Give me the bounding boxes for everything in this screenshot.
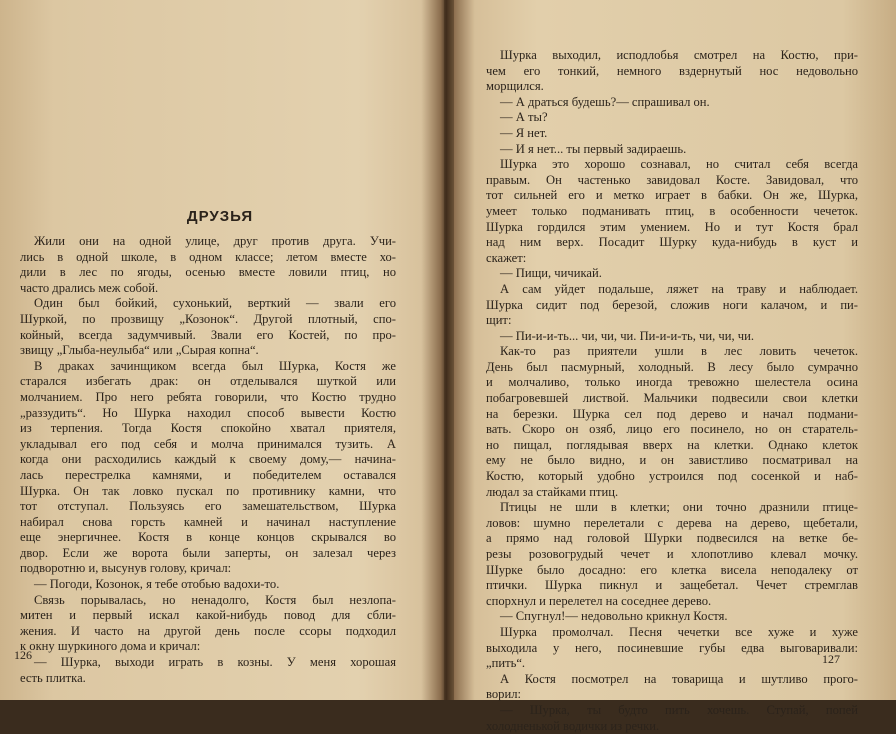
text-line: звищу „Глыба-неулыба“ или „Сырая копна“. bbox=[20, 343, 259, 358]
text-line: скажет: bbox=[486, 250, 527, 265]
text-line: — Шурка, выходи играть в козны. У меня хорошая bbox=[34, 655, 396, 670]
text-line: холодненькой водички из речки. bbox=[486, 718, 660, 733]
text-line: ему не было видно, и он завистливо посматривал на bbox=[486, 453, 858, 468]
text-line: есть плитка. bbox=[20, 670, 86, 685]
text-line: но пищал, поглядывая вверх на клетки. Однако клеток bbox=[486, 437, 858, 452]
text-line: митен и первый искал какой-нибудь повод для сбли- bbox=[20, 608, 396, 623]
text-line: птички. Шурка пикнул и защебетал. Чечет стремглав bbox=[486, 578, 858, 593]
text-line: День был пасмурный, холодный. В лесу было сумрачно bbox=[486, 359, 858, 374]
text-line: лась перестрелка камнями, и победителем оставался bbox=[20, 467, 396, 482]
text-line: Птицы не шли в клетки; они точно дразнили птице- bbox=[500, 500, 858, 515]
text-line: двор. Если же ворота были заперты, он залезал через bbox=[20, 545, 396, 560]
text-line: „раззудить“. Но Шурка находил способ вывести Костю bbox=[20, 405, 396, 420]
text-line: когда они расходились каждый к своему дому,— начина- bbox=[20, 452, 396, 467]
text-line: старался избегать драк: он отделывался шуткой или bbox=[20, 374, 396, 389]
text-line: А сам уйдет подальше, ляжет на траву и наблюдает. bbox=[500, 281, 858, 296]
text-line: морщился. bbox=[486, 79, 544, 94]
text-line: — Шурка, ты будто пить хочешь. Ступай, попей bbox=[500, 702, 858, 717]
text-line: Шурка сидит под березой, сложив ноги калачом, и пи- bbox=[486, 297, 858, 312]
text-line: — Погоди, Козонок, я тебе отобью вадохи-то. bbox=[34, 577, 280, 592]
text-line: лись в одной школе, в одном классе; летом вместе хо- bbox=[20, 249, 396, 264]
text-line: ворил: bbox=[486, 687, 521, 702]
text-line: Один был бойкий, сухонький, верткий — звали его bbox=[34, 296, 396, 311]
text-line: часто дрались меж собой. bbox=[20, 280, 159, 295]
text-line: над ним верх. Посадит Шурку куда-нибудь в куст и bbox=[486, 235, 858, 250]
text-line: Шурка выходил, исподлобья смотрел на Костю, при- bbox=[500, 48, 858, 62]
text-line: набирал снова горсть камней и начинал наступление bbox=[20, 514, 396, 529]
chapter-title: ДРУЗЬЯ bbox=[186, 208, 254, 225]
text-line: побагровевшей листвой. Мальчики подвесили свои клетки bbox=[486, 391, 858, 406]
text-line: Жили они на одной улице, друг против друга. Учи- bbox=[34, 234, 396, 248]
text-line: тот отступал. Пользуясь его замешательством, Шурка bbox=[20, 499, 396, 514]
right-page-text bbox=[486, 48, 858, 734]
text-line: Шурка. Он так ловко пускал по противнику камни, что bbox=[20, 483, 396, 498]
text-line: умеет только подманивать птиц, в особенности чечеток. bbox=[486, 203, 858, 218]
text-line: Связь порывалась, но ненадолго, Костя был незлопа- bbox=[34, 592, 396, 607]
text-line: людал за стайками птиц. bbox=[486, 484, 619, 499]
text-line: — Пищи, чичикай. bbox=[500, 266, 602, 281]
text-line: щит: bbox=[486, 313, 512, 328]
text-line: — А ты? bbox=[500, 110, 548, 125]
text-line: Костю, который удобно устроился под сосенкой и наб- bbox=[486, 469, 858, 484]
text-line: Шуркой, по прозвищу „Козонок“. Другой плотный, спо- bbox=[20, 311, 396, 326]
text-line: — Я нет. bbox=[500, 125, 548, 140]
text-line: жения. И часто на другой день после ссоры подходил bbox=[20, 623, 396, 638]
text-line: молчанием. Про него ребята говорили, что Костю трудно bbox=[20, 389, 396, 404]
left-page-number: 126 bbox=[14, 648, 32, 662]
text-line: чем его тонкий, немного вздернутый нос недовольно bbox=[486, 63, 858, 78]
text-line: вать. Скоро он озяб, лицо его посинело, но он старатель- bbox=[486, 422, 858, 437]
text-line: выходила у него, посиневшие губы едва выговаривали: bbox=[486, 640, 858, 655]
text-line: — Спугнул!— недовольно крикнул Костя. bbox=[500, 609, 728, 624]
text-line: Шурка гордился этим умением. Но и тут Костя брал bbox=[486, 219, 858, 234]
text-line: „пить“. bbox=[486, 656, 526, 671]
text-line: ловов: шумно перелетали с дерева на дерево, щебетали, bbox=[486, 515, 858, 530]
text-line: Шурка это хорошо сознавал, но считал себя всегда bbox=[500, 157, 858, 172]
text-line: — А драться будешь?— спрашивал он. bbox=[500, 94, 710, 109]
text-line: дили в лес по ягоды, осенью вместе ловили птиц, но bbox=[20, 265, 396, 280]
text-line: койный, всегда задумчивый. Звали его Костей, по про- bbox=[20, 327, 396, 342]
text-line: а прямо над головой Шурки подвесился на ветке бе- bbox=[486, 531, 858, 546]
left-page-text bbox=[20, 234, 396, 686]
text-line: правым. Он частенько завидовал Косте. Завидовал, что bbox=[486, 172, 858, 187]
text-line: и молчаливо, только иногда тревожно шелестела осина bbox=[486, 375, 858, 390]
text-line: А Костя посмотрел на товарища и шутливо прого- bbox=[500, 671, 858, 686]
text-line: Шурка промолчал. Песня чечетки все хуже и хуже bbox=[500, 624, 858, 639]
text-line: на березки. Шурка сел под дерево и начал подмани- bbox=[486, 406, 858, 421]
right-page-number: 127 bbox=[822, 652, 840, 666]
book-gutter bbox=[444, 0, 454, 700]
text-line: подворотню и, высунув голову, кричал: bbox=[20, 561, 232, 576]
text-line: из терпения. Тогда Костя спокойно хватал приятеля, bbox=[20, 421, 396, 436]
text-line: к окну шуркиного дома и кричал: bbox=[20, 639, 201, 654]
text-line: Как-то раз приятели ушли в лес ловить чечеток. bbox=[500, 344, 858, 359]
text-line: Шурке было досадно: его клетка висела неподалеку от bbox=[486, 562, 858, 577]
text-line: тот сильней его и метко играет в бабки. Он же, Шурка, bbox=[486, 188, 858, 203]
text-line: — Пи-и-и-ть... чи, чи, чи. Пи-и-и-ть, чи, чи, чи. bbox=[500, 328, 754, 343]
text-line: спорхнул и перелетел на соседнее дерево. bbox=[486, 593, 712, 608]
text-line: — И я нет... ты первый задираешь. bbox=[500, 141, 687, 156]
text-line: еще энергичнее. Костя в конце концов скрывался во bbox=[20, 530, 396, 545]
text-line: резы розовогрудый чечет и хлопотливо клевал мочку. bbox=[486, 547, 858, 561]
text-line: укладывал его под себя и молча принимался тузить. А bbox=[20, 436, 396, 451]
text-line: В драках зачинщиком всегда был Шурка, Костя же bbox=[34, 358, 396, 373]
